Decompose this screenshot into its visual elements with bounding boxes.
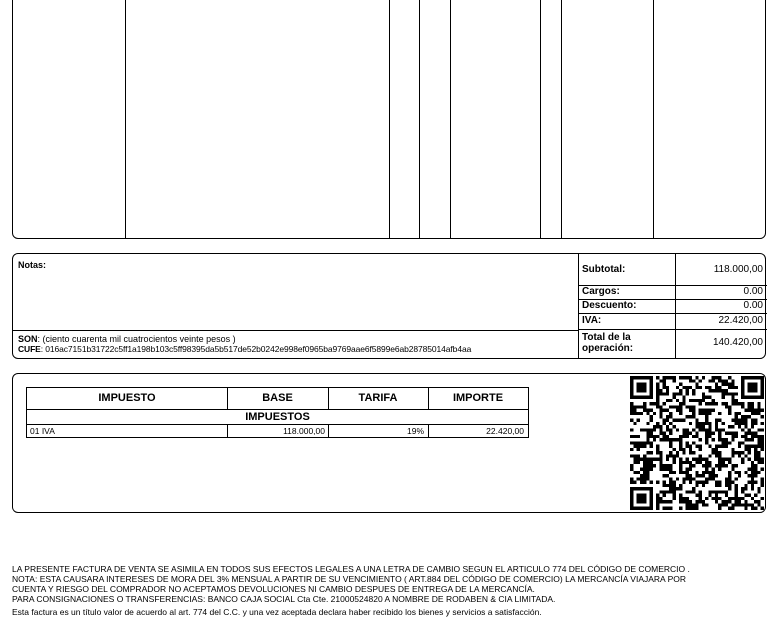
- tax-table-header: [26, 387, 529, 410]
- items-table: [12, 0, 766, 239]
- son-label: SON: [18, 334, 38, 344]
- notes-totals-section: [12, 253, 766, 359]
- iva-row: [579, 313, 767, 330]
- footer-line: Esta factura es un título valor de acuerdo al art. 774 del C.C. y una vez aceptada declara haber recibido los bienes y servicios a satisfacción.: [12, 607, 542, 617]
- amount-in-words: [18, 334, 236, 344]
- cufe-value: : 016ac7151b31722c5ff1a198b103c5ff98395da5b517de52b0242e998ef0965ba9769aae6f5899e6ab28785014afb4aa: [40, 344, 472, 354]
- total-value: 140.420,00: [712, 337, 763, 348]
- subtotal-value: 118.000,00: [713, 264, 763, 275]
- footer-line: NOTA: ESTA CAUSARA INTERESES DE MORA DEL 3% MENSUAL A PARTIR DE SU VENCIMIENTO ( ART.884 DEL CÓDIGO DE COMERCIO) LA MERCANCÍA VIAJARA POR: [12, 574, 687, 584]
- column-divider: [540, 0, 541, 238]
- total-label: [582, 332, 633, 354]
- descuento-row: [579, 299, 767, 314]
- cufe-label: CUFE: [18, 344, 41, 354]
- table-row: [26, 425, 529, 438]
- iva-label: IVA:: [582, 315, 602, 326]
- descuento-label: Descuento:: [582, 300, 637, 311]
- header-importe: IMPORTE: [452, 392, 504, 404]
- footer-line: LA PRESENTE FACTURA DE VENTA SE ASIMILA EN TODOS SUS EFECTOS LEGALES A UNA LETRA DE CAMBIO SEGUN EL ARTICULO 774 DEL CÓDIGO DE COMERCIO .: [12, 564, 690, 574]
- legal-footer: [12, 564, 767, 617]
- column-divider: [389, 0, 390, 238]
- qr-code-icon: [630, 376, 764, 510]
- subtotal-label: Subtotal:: [582, 264, 626, 275]
- column-divider: [561, 0, 562, 238]
- descuento-value: 0.00: [743, 300, 763, 311]
- son-text: : (ciento cuarenta mil cuatrocientos veinte pesos ): [37, 334, 236, 344]
- total-label-line1: Total de la: [582, 332, 631, 343]
- cufe-line: [18, 344, 471, 354]
- notes-label: Notas:: [18, 260, 47, 270]
- cargos-row: [579, 285, 767, 300]
- cargos-label: Cargos:: [582, 286, 620, 297]
- subtotal-row: [579, 254, 767, 286]
- cell-importe: 22.420,00: [486, 426, 524, 436]
- header-impuesto: IMPUESTO: [98, 392, 156, 404]
- header-base: BASE: [262, 392, 293, 404]
- totals-table: [578, 254, 767, 358]
- iva-value: 22.420,00: [718, 315, 763, 326]
- total-row: [579, 329, 767, 358]
- column-divider: [653, 0, 654, 238]
- column-divider: [450, 0, 451, 238]
- cargos-value: 0.00: [743, 286, 763, 297]
- footer-line: CUENTA Y RIESGO DEL COMPRADOR NO ACEPTAMOS DEVOLUCIONES NI CAMBIO DESPUES DE ENTREGA DE LA MERCANCÍA.: [12, 584, 535, 594]
- tax-table-title: IMPUESTOS: [26, 410, 529, 425]
- notes-divider: [13, 330, 578, 331]
- cell-base: 118.000,00: [283, 426, 325, 436]
- column-divider: [419, 0, 420, 238]
- column-divider: [125, 0, 126, 238]
- total-label-line2: operación:: [582, 343, 634, 354]
- footer-line: PARA CONSIGNACIONES O TRANSFERENCIAS: BANCO CAJA SOCIAL Cta Cte. 21000524820 A NOMBRE DE RODABEN & CIA LIMITADA.: [12, 594, 556, 604]
- cell-impuesto: 01 IVA: [30, 426, 55, 436]
- cell-tarifa: 19%: [406, 426, 424, 436]
- header-tarifa: TARIFA: [358, 392, 398, 404]
